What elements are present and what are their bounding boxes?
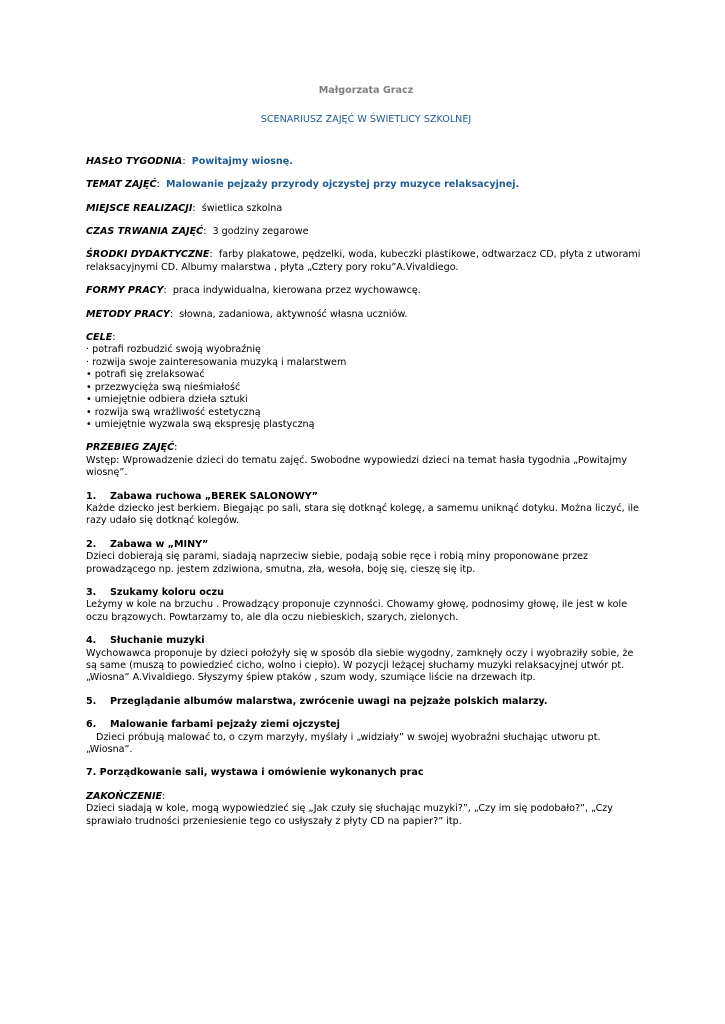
- field-materials: ŚRODKI DYDAKTYCZNE: farby plakatowe, pędzelki, woda, kubeczki plastikowe, odtwarzacz CD, płyta z utworami relaksacyjnymi CD. Albumy malarstwa , płyta „Cztery pory roku”A.Vivaldiego.: [86, 249, 641, 273]
- course-intro: Wstęp: Wprowadzenie dzieci do tematu zajęć. Swobodne wypowiedzi dzieci na temat hasła tygodnia „Powitajmy wiosnę”.: [86, 454, 628, 479]
- section-text: Dzieci próbują malować to, o czym marzyły, myślały i „widziały” w swojej wyobraźni słuchając utworu pt. „Wiosna”.: [86, 731, 601, 756]
- author-name: Małgorzata Gracz: [318, 85, 414, 96]
- section-heading: 2. Zabawa w „MINY”: [86, 538, 209, 550]
- section-text: Dzieci dobierają się parami, siadają naprzeciw siebie, podają sobie ręce i robią miny proponowane przez prowadzącego np. jestem zdziwiona, smutna, zła, wesoła, boję się, cieszę się itp.: [86, 551, 589, 575]
- section-text: Wychowawca proponuje by dzieci położyły się w sposób dla siebie wygodny, zamknęły oczy i wyobraziły sobie, że są same (muszą to powiedzieć cicho, wolno i ciepło). W pozycji leżącej słuchamy muzyki relaksacyjnej utwór pt. „Wiosna” A.Vivaldiego. Słyszymy śpiew ptaków , szum wody, szumiące liście na drzewach itp.: [86, 647, 634, 684]
- ending-text: Dzieci siadają w kole, mogą wypowiedzieć się „Jak czuły się słuchając muzyki?”, „Czy im się podobało?”, „Czy sprawiało trudności przeniesienie tego co usłyszały z płyty CD na papier?” itp.: [86, 803, 613, 827]
- list-item: • potrafi się zrelaksować: [86, 369, 205, 381]
- section-text: Każde dziecko jest berkiem. Biegając po sali, stara się dotknąć kolegę, a samemu uniknąć dotyku. Można liczyć, ile razy udało się dotknąć kolegów.: [86, 502, 639, 527]
- section-heading: 1. Zabawa ruchowa „BEREK SALONOWY”: [86, 490, 318, 502]
- list-item: • umiejętnie odbiera dzieła sztuki: [86, 394, 248, 406]
- goals-heading: CELE:: [86, 332, 116, 344]
- list-item: • rozwija swą wrażliwość estetyczną: [86, 406, 261, 418]
- section-heading: 5. Przeglądanie albumów malarstwa, zwrócenie uwagi na pejzaże polskich malarzy.: [86, 695, 548, 707]
- list-item: • przezwycięża swą nieśmiałość: [86, 381, 241, 393]
- section-text: Leżymy w kole na brzuchu . Prowadzący proponuje czynności. Chowamy głowę, podnosimy głowę, ile jest w kole oczu brązowych. Powtarzamy to, ale dla oczu niebieskich, szarych, zielonych.: [86, 599, 628, 623]
- field-duration: CZAS TRWANIA ZAJĘĆ: 3 godziny zegarowe: [86, 226, 309, 238]
- document-page: [86, 85, 646, 828]
- field-methods: METODY PRACY: słowna, zadaniowa, aktywność własna uczniów.: [86, 308, 408, 320]
- list-item: · potrafi rozbudzić swoją wyobraźnię: [86, 344, 261, 356]
- section-heading: 3. Szukamy koloru oczu: [86, 586, 224, 598]
- field-forms: FORMY PRACY: praca indywidualna, kierowana przez wychowawcę.: [86, 285, 421, 297]
- section-heading: 7. Porządkowanie sali, wystawa i omówienie wykonanych prac: [86, 767, 424, 779]
- field-topic: TEMAT ZAJĘĆ: Malowanie pejzaży przyrody ojczystej przy muzyce relaksacyjnej.: [86, 179, 520, 191]
- section-heading: 6. Malowanie farbami pejzaży ziemi ojczystej: [86, 719, 340, 731]
- course-heading: PRZEBIEG ZAJĘĆ:: [86, 442, 178, 454]
- list-item: · rozwija swoje zainteresowania muzyką i malarstwem: [86, 356, 347, 368]
- ending-heading: ZAKOŃCZENIE:: [86, 790, 166, 802]
- list-item: • umiejętnie wyzwala swą ekspresję plastyczną: [86, 418, 315, 430]
- field-motto: HASŁO TYGODNIA: Powitajmy wiosnę.: [86, 155, 293, 167]
- field-place: MIEJSCE REALIZACJI: świetlica szkolna: [86, 202, 283, 214]
- document-title: SCENARIUSZ ZAJĘĆ W ŚWIETLICY SZKOLNEJ: [260, 114, 472, 126]
- goals-list: [86, 344, 646, 431]
- section-heading: 4. Słuchanie muzyki: [86, 635, 205, 647]
